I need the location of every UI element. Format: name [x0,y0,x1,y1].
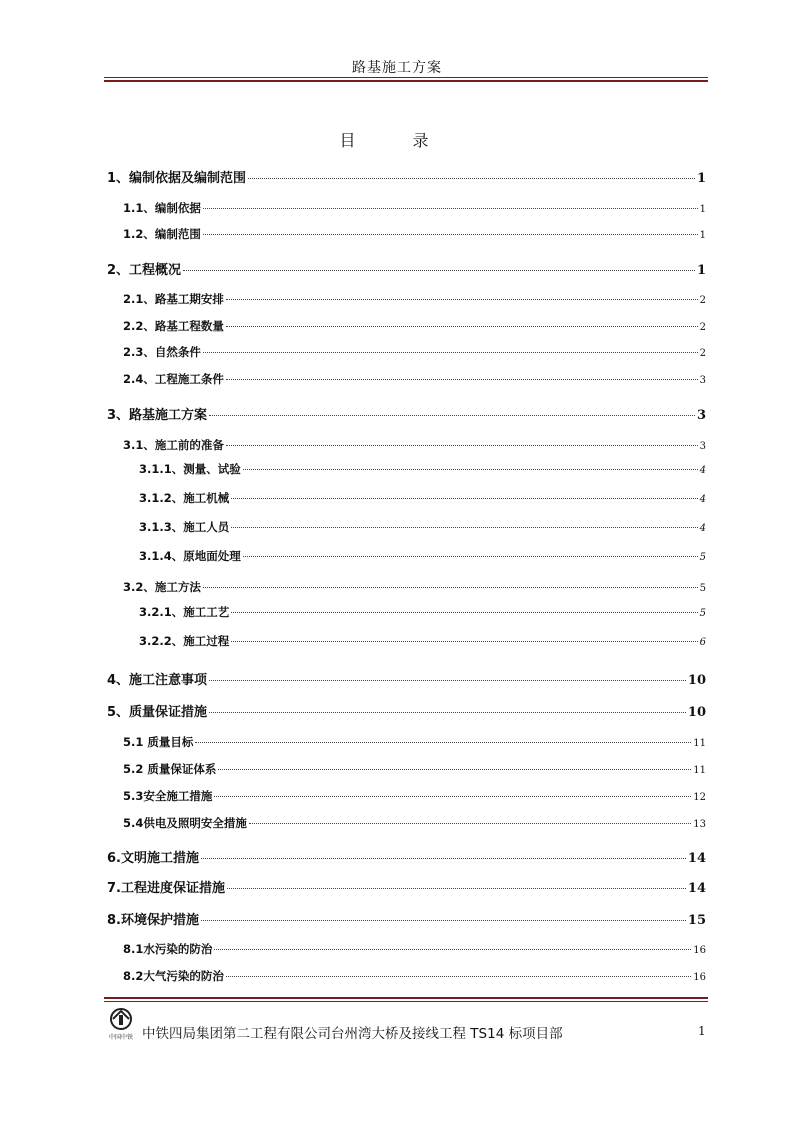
toc-entry-label: 3.1.3、施工人员 [139,520,230,534]
toc-leader-dots [226,976,691,977]
footer-company: 中铁四局集团第二工程有限公司台州湾大桥及接线工程 TS14 标项目部 [142,1026,563,1042]
toc-entry-label: 3.2、施工方法 [123,580,201,594]
toc-entry-label: 5.3安全施工措施 [123,789,213,803]
toc-leader-dots [249,823,691,824]
toc-entry[interactable] [139,519,706,535]
toc-entry-page: 12 [693,792,706,803]
toc-entry-label: 3.1.4、原地面处理 [139,549,241,563]
toc-leader-dots [209,712,686,713]
toc-entry[interactable] [123,815,706,831]
toc-entry-label: 3.2.2、施工过程 [139,634,230,648]
toc-leader-dots [201,920,686,921]
toc-entry[interactable] [123,734,706,750]
toc-entry-label: 2.2、路基工程数量 [123,319,224,333]
header-rule-thick [104,80,708,82]
toc-entry-page: 3 [699,441,706,452]
toc-entry-page: 16 [693,945,706,956]
toc-entry-label: 8.2大气污染的防治 [123,969,224,983]
toc-entry-page: 5 [699,583,706,594]
toc-entry[interactable] [139,633,706,649]
toc-leader-dots [227,888,686,889]
toc-leader-dots [231,641,697,642]
toc-entry[interactable] [139,548,706,564]
toc-leader-dots [226,445,698,446]
toc-leader-dots [226,326,698,327]
toc-leader-dots [203,234,698,235]
toc-entry-page: 14 [687,851,706,866]
toc-entry[interactable] [107,259,706,278]
toc-entry-page: 1 [696,171,706,186]
toc-entry-page: 10 [687,673,706,688]
toc-entry-label: 1.1、编制依据 [123,201,201,215]
toc-entry[interactable] [107,669,706,688]
toc-entry-label: 7.工程进度保证措施 [107,881,225,896]
toc-leader-dots [203,587,698,588]
toc-leader-dots [209,680,686,681]
toc-entry-label: 3.2.1、施工工艺 [139,605,230,619]
toc-entry-page: 6 [699,637,706,648]
toc-entry[interactable] [107,877,706,896]
toc-entry[interactable] [123,344,706,360]
toc-entry-page: 11 [693,765,706,776]
toc-title: 目 录 [339,131,455,150]
footer-page-number: 1 [698,1024,706,1038]
toc-entry-label: 2、工程概况 [107,263,182,278]
toc-leader-dots [183,270,695,271]
toc-entry[interactable] [123,968,706,984]
toc-entry-label: 3.1、施工前的准备 [123,438,224,452]
toc-entry[interactable] [107,701,706,720]
toc-entry[interactable] [123,318,706,334]
toc-entry-label: 8.环境保护措施 [107,913,199,928]
toc-entry-page: 1 [699,204,706,215]
toc-leader-dots [195,742,691,743]
logo-text: 中国中铁 [108,1034,134,1041]
toc-entry[interactable] [107,909,706,928]
toc-entry-page: 3 [699,375,706,386]
company-logo-icon [106,1007,136,1041]
toc-leader-dots [203,208,698,209]
toc-entry-label: 3、路基施工方案 [107,408,208,423]
header-title: 路基施工方案 [352,60,442,76]
toc-entry-page: 16 [693,972,706,983]
toc-leader-dots [226,299,698,300]
toc-entry[interactable] [139,461,706,477]
toc-entry-label: 5.4供电及照明安全措施 [123,816,247,830]
toc-entry-label: 4、施工注意事项 [107,673,208,688]
toc-entry-label: 2.4、工程施工条件 [123,372,224,386]
toc-entry-label: 5.1 质量目标 [123,735,194,749]
toc-entry[interactable] [139,604,706,620]
toc-leader-dots [203,352,698,353]
toc-entry-page: 2 [699,295,706,306]
toc-entry[interactable] [107,167,706,186]
toc-entry-page: 15 [687,913,706,928]
toc-entry-label: 2.3、自然条件 [123,345,201,359]
toc-leader-dots [209,415,695,416]
toc-entry-page: 11 [693,738,706,749]
toc-entry-page: 4 [699,494,706,505]
toc-entry[interactable] [123,200,706,216]
toc-entry-label: 8.1水污染的防治 [123,942,213,956]
toc-entry-page: 4 [699,465,706,476]
toc-entry[interactable] [123,579,706,595]
toc-entry-page: 2 [699,322,706,333]
toc-entry-page: 13 [693,819,706,830]
toc-entry-page: 5 [699,608,706,619]
toc-leader-dots [201,858,686,859]
toc-leader-dots [231,527,697,528]
toc-entry[interactable] [123,371,706,387]
toc-entry-page: 1 [699,230,706,241]
toc-leader-dots [214,949,691,950]
toc-leader-dots [231,498,697,499]
toc-entry-label: 3.1.1、测量、试验 [139,462,241,476]
toc-leader-dots [243,469,698,470]
toc-entry[interactable] [107,404,706,423]
toc-leader-dots [248,178,695,179]
toc-entry[interactable] [123,291,706,307]
toc-entry[interactable] [107,847,706,866]
toc-leader-dots [231,612,697,613]
toc-entry[interactable] [123,761,706,777]
toc-entry-label: 1、编制依据及编制范围 [107,171,247,186]
toc-entry[interactable] [123,941,706,957]
toc-entry-page: 3 [696,408,706,423]
toc-entry-label: 2.1、路基工期安排 [123,292,224,306]
toc-entry-page: 4 [699,523,706,534]
toc-entry[interactable] [139,490,706,506]
toc-entry-page: 14 [687,881,706,896]
toc-entry-page: 5 [699,552,706,563]
toc-leader-dots [243,556,698,557]
footer-rule-thin [104,1001,708,1002]
footer-rule-thick [104,997,708,999]
toc-entry-label: 1.2、编制范围 [123,227,201,241]
header-rule-thin [104,77,708,78]
toc-leader-dots [218,769,691,770]
toc-leader-dots [214,796,691,797]
toc-entry[interactable] [123,788,706,804]
toc-entry[interactable] [123,226,706,242]
toc-leader-dots [226,379,698,380]
toc-entry-label: 5、质量保证措施 [107,705,208,720]
toc-entry-page: 1 [696,263,706,278]
toc-entry-page: 10 [687,705,706,720]
toc-entry-page: 2 [699,348,706,359]
toc-entry-label: 6.文明施工措施 [107,851,199,866]
toc-entry[interactable] [123,437,706,453]
toc-entry-label: 5.2 质量保证体系 [123,762,217,776]
toc-entry-label: 3.1.2、施工机械 [139,491,230,505]
